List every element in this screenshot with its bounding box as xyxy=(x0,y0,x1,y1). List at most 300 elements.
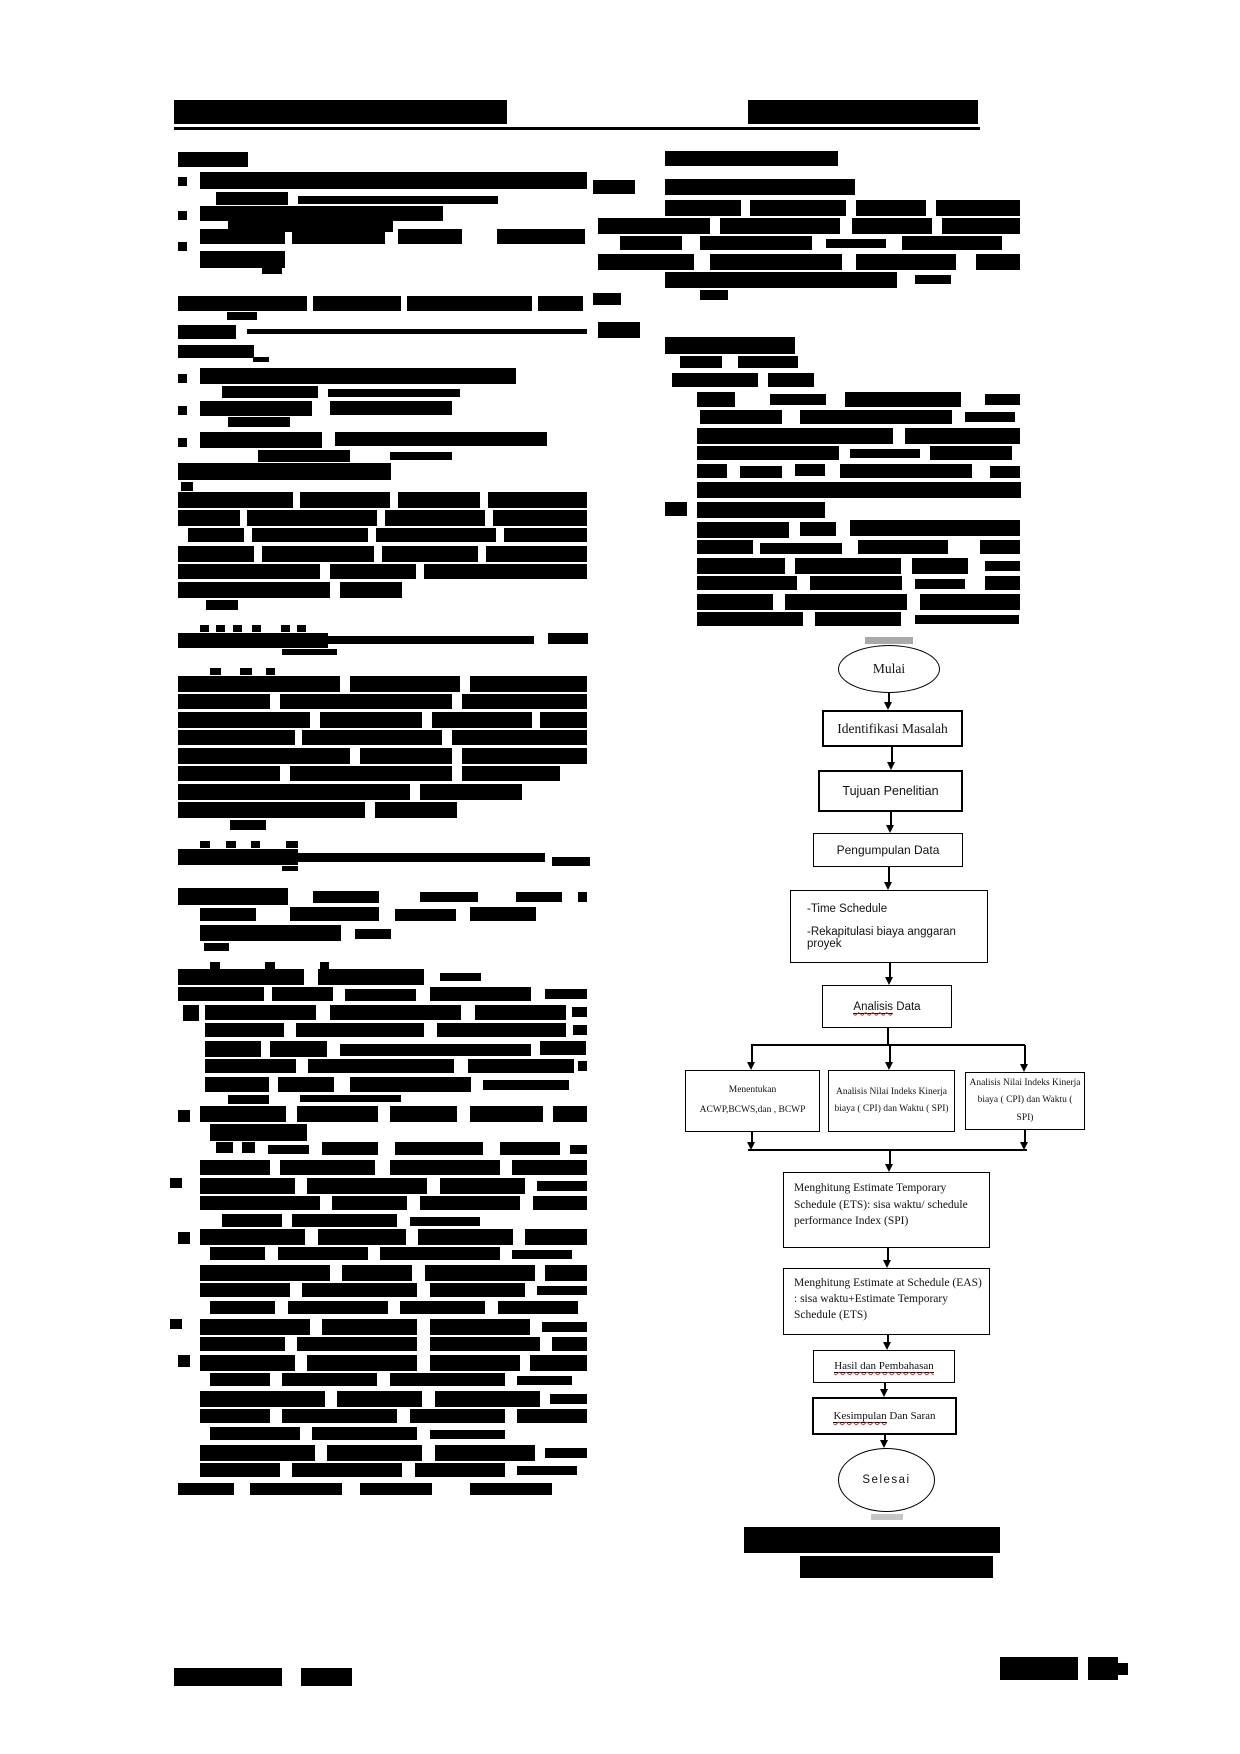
redacted-text-bar xyxy=(942,218,1020,234)
redacted-text-bar xyxy=(200,1445,315,1461)
redacted-text-bar xyxy=(572,1007,587,1017)
redacted-text-bar xyxy=(497,229,585,244)
redacted-text-bar xyxy=(247,510,377,526)
label-rest: Dan Saran xyxy=(886,1410,936,1422)
redacted-text-bar xyxy=(390,1160,500,1175)
redacted-text-bar xyxy=(985,561,1020,571)
redacted-text-bar xyxy=(178,1110,190,1122)
redacted-text-bar xyxy=(322,1142,378,1155)
redacted-text-bar xyxy=(697,522,789,538)
redacted-text-bar xyxy=(420,784,522,800)
redacted-text-bar xyxy=(985,576,1020,590)
redacted-text-bar xyxy=(672,373,758,387)
redacted-text-bar xyxy=(395,909,456,921)
redacted-text-bar xyxy=(990,466,1020,478)
redacted-text-bar xyxy=(665,151,838,166)
redacted-text-bar xyxy=(915,579,965,589)
redacted-text-bar xyxy=(462,694,587,709)
connector-line xyxy=(887,1028,889,1045)
redacted-text-bar xyxy=(537,1286,587,1295)
redacted-text-bar xyxy=(330,1005,461,1020)
redacted-text-bar xyxy=(292,1463,402,1477)
redacted-text-bar xyxy=(318,1229,406,1245)
redacted-text-bar xyxy=(272,987,333,1001)
redacted-text-bar xyxy=(936,200,1020,216)
redacted-text-bar xyxy=(785,594,907,610)
redacted-text-bar xyxy=(598,254,694,270)
redacted-text-bar xyxy=(376,528,496,542)
redacted-text-bar xyxy=(178,438,187,447)
redacted-text-bar xyxy=(216,625,225,632)
redacted-text-bar xyxy=(410,1217,480,1226)
redacted-text-bar xyxy=(262,268,282,274)
redacted-text-bar xyxy=(440,1178,525,1194)
redacted-text-bar xyxy=(545,989,587,999)
node-label: Hasil dan Pembahasan xyxy=(834,1360,934,1372)
arrow-down-icon xyxy=(885,977,893,985)
redacted-text-bar xyxy=(297,1106,378,1122)
redacted-text-bar xyxy=(826,239,886,248)
redacted-text-bar xyxy=(298,196,498,204)
label-rest: Data xyxy=(893,1000,921,1013)
connector-merge-line xyxy=(748,1149,1027,1151)
arrow-down-icon xyxy=(885,1164,893,1172)
redacted-text-bar xyxy=(800,410,952,424)
flowchart-node-menghitung-ets xyxy=(783,1172,990,1248)
flowchart-node-tujuan-penelitian xyxy=(818,770,963,812)
redacted-text-bar xyxy=(178,546,254,562)
redacted-text-bar xyxy=(252,625,261,632)
redacted-text-bar xyxy=(320,962,329,969)
flowchart-node-start xyxy=(838,645,940,693)
redacted-text-bar xyxy=(200,1160,270,1175)
redacted-text-bar xyxy=(488,492,587,508)
redacted-text-bar xyxy=(665,200,741,216)
node-label: Analisis Nilai Indeks Kinerja biaya ( CPI) dan Waktu ( SPI) xyxy=(969,1078,1081,1123)
redacted-text-bar xyxy=(297,1337,417,1351)
redacted-text-bar xyxy=(462,766,560,781)
redacted-text-bar xyxy=(296,1023,424,1037)
redacted-text-bar xyxy=(375,802,457,818)
redacted-text-bar xyxy=(545,1265,587,1281)
redacted-text-bar xyxy=(360,748,452,764)
redacted-text-bar xyxy=(504,528,587,542)
redacted-text-bar xyxy=(512,1160,587,1175)
redacted-text-bar xyxy=(313,891,379,903)
redacted-text-bar xyxy=(517,1376,572,1385)
redacted-text-bar xyxy=(542,1322,587,1332)
redacted-text-bar xyxy=(398,492,480,508)
redacted-text-bar xyxy=(570,1145,587,1154)
arrow-down-icon xyxy=(1020,1064,1028,1072)
redacted-text-bar xyxy=(1000,1657,1078,1680)
redacted-text-bar xyxy=(430,1430,505,1439)
redacted-text-bar xyxy=(420,892,478,902)
redacted-text-bar xyxy=(282,649,337,655)
redacted-text-bar xyxy=(462,748,587,764)
redacted-text-bar xyxy=(200,1283,290,1297)
flowchart-node-pengumpulan-data xyxy=(813,833,963,867)
redacted-text-bar xyxy=(537,1181,587,1191)
redacted-text-bar xyxy=(178,374,187,383)
redacted-text-bar xyxy=(281,625,290,632)
redacted-text-bar xyxy=(210,1301,275,1314)
redacted-text-bar xyxy=(200,1355,295,1371)
redacted-text-bar xyxy=(856,200,926,216)
redacted-text-bar xyxy=(850,449,920,458)
redacted-text-bar xyxy=(178,242,187,251)
redacted-text-bar xyxy=(744,1527,1000,1553)
redacted-text-bar xyxy=(418,1229,513,1245)
redacted-text-bar xyxy=(697,392,735,407)
redacted-text-bar xyxy=(407,296,532,311)
redacted-text-bar xyxy=(178,676,340,692)
redacted-text-bar xyxy=(290,907,379,921)
node-label xyxy=(833,1410,935,1422)
redacted-text-bar xyxy=(850,520,1020,536)
redacted-text-bar xyxy=(178,633,328,648)
redacted-text-bar xyxy=(856,254,956,270)
redacted-text-bar xyxy=(297,625,306,632)
flowchart-node-analisis-indeks-cpi-spi-2 xyxy=(965,1072,1085,1130)
redacted-text-bar xyxy=(470,907,536,921)
redacted-text-bar xyxy=(332,1196,407,1210)
node-label: Identifikasi Masalah xyxy=(837,720,948,736)
redacted-text-bar xyxy=(475,1005,566,1020)
redacted-text-bar xyxy=(205,1041,261,1057)
redacted-text-bar xyxy=(282,1409,397,1423)
redacted-text-bar xyxy=(840,464,972,478)
end-label: Selesai xyxy=(862,1474,911,1486)
redacted-text-bar xyxy=(1088,1657,1118,1680)
redacted-text-bar xyxy=(178,712,310,728)
redacted-text-bar xyxy=(178,564,320,579)
flowchart-node-menghitung-eas xyxy=(783,1268,990,1335)
redacted-text-bar xyxy=(380,1247,500,1260)
redacted-text-bar xyxy=(700,290,728,300)
redacted-text-bar xyxy=(620,236,682,250)
redacted-text-bar xyxy=(985,394,1020,405)
arrow-down-icon xyxy=(747,1062,755,1070)
redacted-text-bar xyxy=(390,1373,505,1386)
redacted-text-bar xyxy=(420,1196,520,1210)
redacted-text-bar xyxy=(178,888,288,905)
redacted-text-bar xyxy=(815,612,901,626)
redacted-text-bar xyxy=(538,296,583,311)
flowchart-node-hasil-pembahasan xyxy=(813,1350,955,1383)
redacted-text-bar xyxy=(915,275,951,284)
redacted-text-bar xyxy=(470,1106,543,1122)
redacted-text-bar xyxy=(517,1466,577,1475)
redacted-text-bar xyxy=(174,127,980,130)
redacted-text-bar xyxy=(593,180,635,194)
redacted-text-bar xyxy=(340,582,402,598)
node-label-line2: ACWP,BCWS,dan , BCWP xyxy=(699,1105,806,1115)
redacted-text-bar xyxy=(210,1427,300,1440)
redacted-text-bar xyxy=(976,254,1020,270)
redacted-text-bar xyxy=(810,576,902,590)
redacted-text-bar xyxy=(800,1556,993,1578)
redacted-text-bar xyxy=(573,1025,587,1035)
redacted-text-bar xyxy=(200,432,322,448)
redacted-text-bar xyxy=(251,841,260,848)
redacted-text-bar xyxy=(905,428,1020,444)
redacted-text-bar xyxy=(200,1178,295,1194)
gray-scan-mark xyxy=(865,637,913,644)
redacted-text-bar xyxy=(216,1142,233,1153)
redacted-text-bar xyxy=(395,1142,483,1155)
redacted-text-bar xyxy=(697,482,1021,498)
redacted-text-bar xyxy=(398,229,462,244)
redacted-text-bar xyxy=(327,1445,422,1461)
redacted-text-bar xyxy=(313,296,401,311)
redacted-text-bar xyxy=(598,322,640,338)
redacted-text-bar xyxy=(545,1448,587,1458)
redacted-text-bar xyxy=(286,841,298,848)
redacted-text-bar xyxy=(328,636,534,644)
redacted-text-bar xyxy=(178,987,264,1001)
redacted-text-bar xyxy=(200,841,210,848)
redacted-text-bar xyxy=(205,1077,269,1092)
redacted-text-bar xyxy=(301,1668,352,1686)
redacted-text-bar xyxy=(525,1229,587,1245)
redacted-text-bar xyxy=(665,502,687,516)
data-source-rekapitulasi: -Rekapitulasi biaya anggaran proyek xyxy=(807,926,956,951)
node-label: Menghitung Estimate Temporary Schedule (ETS): sisa waktu/ schedule performance Index (SPI) xyxy=(794,1182,968,1228)
redacted-text-bar xyxy=(912,558,968,574)
redacted-text-bar xyxy=(290,766,452,781)
redacted-text-bar xyxy=(292,229,385,244)
redacted-text-bar xyxy=(200,1229,305,1245)
redacted-text-bar xyxy=(552,1337,587,1351)
redacted-text-bar xyxy=(298,853,545,862)
redacted-text-bar xyxy=(181,482,193,491)
redacted-text-bar xyxy=(330,401,452,415)
redacted-text-bar xyxy=(440,973,481,981)
redacted-text-bar xyxy=(533,1196,587,1210)
redacted-text-bar xyxy=(470,1483,552,1495)
redacted-text-bar xyxy=(512,1250,572,1259)
redacted-text-bar xyxy=(205,1059,296,1073)
redacted-text-bar xyxy=(330,564,416,579)
redacted-text-bar xyxy=(795,464,825,476)
redacted-text-bar xyxy=(178,694,270,709)
arrow-down-icon xyxy=(885,1062,893,1070)
redacted-text-bar xyxy=(483,1080,569,1090)
redacted-text-bar xyxy=(200,368,516,384)
redacted-text-bar xyxy=(178,325,236,339)
redacted-text-bar xyxy=(435,1391,540,1407)
redacted-text-bar xyxy=(210,1247,265,1260)
redacted-text-bar xyxy=(382,546,478,562)
redacted-text-bar xyxy=(350,1077,471,1092)
redacted-text-bar xyxy=(240,668,252,675)
redacted-text-bar xyxy=(795,558,901,574)
redacted-text-bar xyxy=(200,1106,286,1122)
redacted-text-bar xyxy=(174,1668,282,1686)
connector-line xyxy=(751,1045,753,1063)
redacted-text-bar xyxy=(200,401,312,416)
redacted-text-bar xyxy=(247,329,587,334)
redacted-text-bar xyxy=(178,748,350,764)
arrow-down-icon xyxy=(880,1389,888,1397)
redacted-text-bar xyxy=(222,1214,282,1227)
redacted-text-bar xyxy=(178,784,410,800)
redacted-text-bar xyxy=(425,1265,535,1281)
redacted-text-bar xyxy=(355,929,391,939)
redacted-text-bar xyxy=(700,410,782,424)
arrow-down-icon xyxy=(883,1342,891,1350)
redacted-text-bar xyxy=(322,1319,417,1335)
redacted-text-bar xyxy=(282,866,298,871)
redacted-text-bar xyxy=(270,1041,327,1057)
redacted-text-bar xyxy=(200,1463,280,1477)
redacted-text-bar xyxy=(200,1265,330,1281)
redacted-text-bar xyxy=(516,892,562,902)
redacted-text-bar xyxy=(200,206,443,221)
redacted-text-bar xyxy=(200,925,341,941)
arrow-down-icon xyxy=(884,702,892,710)
redacted-text-bar xyxy=(430,1319,530,1335)
redacted-text-bar xyxy=(578,1061,587,1071)
redacted-text-bar xyxy=(500,1142,560,1155)
connector-line xyxy=(1024,1045,1026,1065)
redacted-text-bar xyxy=(228,1095,269,1104)
redacted-text-bar xyxy=(242,1142,255,1153)
redacted-text-bar xyxy=(178,296,307,311)
redacted-text-bar xyxy=(700,236,812,250)
redacted-text-bar xyxy=(385,510,485,526)
flowchart-node-kesimpulan-saran xyxy=(812,1397,957,1435)
redacted-text-bar xyxy=(697,446,839,460)
redacted-text-bar xyxy=(430,1283,525,1297)
redacted-text-bar xyxy=(178,510,240,526)
node-label: Analisis Nilai Indeks Kinerja biaya ( CPI) dan Waktu ( SPI) xyxy=(834,1086,949,1114)
redacted-text-bar xyxy=(227,312,257,320)
connector-split-line xyxy=(751,1044,1025,1046)
redacted-text-bar xyxy=(486,546,587,562)
redacted-text-bar xyxy=(432,712,532,728)
arrow-down-icon xyxy=(886,825,894,833)
redacted-text-bar xyxy=(210,1373,270,1386)
flowchart-node-identifikasi-masalah xyxy=(822,710,963,747)
redacted-text-bar xyxy=(307,1355,417,1371)
redacted-text-bar xyxy=(204,943,229,951)
redacted-text-bar xyxy=(188,528,244,542)
redacted-text-bar xyxy=(250,1483,342,1495)
redacted-text-bar xyxy=(200,172,587,189)
redacted-text-bar xyxy=(216,192,288,205)
arrow-down-icon xyxy=(884,882,892,890)
redacted-text-bar xyxy=(740,466,782,478)
redacted-text-bar xyxy=(540,712,587,728)
node-label: Menghitung Estimate at Schedule (EAS) : sisa waktu+Estimate Temporary Schedule (ETS) xyxy=(794,1277,982,1322)
redacted-text-bar xyxy=(265,962,275,969)
redacted-text-bar xyxy=(342,1265,412,1281)
redacted-text-bar xyxy=(178,1232,190,1244)
redacted-text-bar xyxy=(178,1355,190,1367)
redacted-text-bar xyxy=(345,989,416,1001)
redacted-text-bar xyxy=(337,1391,422,1407)
redacted-text-bar xyxy=(665,337,795,354)
redacted-text-bar xyxy=(553,1106,587,1122)
redacted-text-bar xyxy=(226,841,236,848)
redacted-text-bar xyxy=(288,1301,388,1314)
redacted-text-bar xyxy=(258,450,350,462)
redacted-text-bar xyxy=(760,543,842,554)
redacted-text-bar xyxy=(470,676,587,692)
redacted-text-bar xyxy=(280,694,452,709)
redacted-text-bar xyxy=(178,211,187,220)
redacted-text-bar xyxy=(178,766,280,781)
node-label-line1: Menentukan xyxy=(728,1085,777,1096)
redacted-text-bar xyxy=(738,356,798,368)
redacted-text-bar xyxy=(320,712,422,728)
redacted-text-bar xyxy=(200,908,256,921)
redacted-text-bar xyxy=(930,446,1012,460)
redacted-text-bar xyxy=(578,892,587,902)
redacted-text-bar xyxy=(1118,1663,1128,1675)
redacted-text-bar xyxy=(530,1355,587,1371)
redacted-text-bar xyxy=(390,1106,457,1122)
redacted-text-bar xyxy=(424,564,587,579)
redacted-text-bar xyxy=(282,1373,377,1386)
redacted-text-bar xyxy=(845,392,961,407)
arrow-down-icon xyxy=(887,762,895,770)
redacted-text-bar xyxy=(710,254,842,270)
redacted-text-bar xyxy=(178,463,391,480)
redacted-text-bar xyxy=(335,432,547,446)
redacted-text-bar xyxy=(437,1023,566,1037)
redacted-text-bar xyxy=(300,492,390,508)
redacted-text-bar xyxy=(748,100,978,124)
node-label xyxy=(853,1001,920,1013)
redacted-text-bar xyxy=(430,1337,540,1351)
redacted-text-bar xyxy=(318,969,424,985)
redacted-text-bar xyxy=(302,730,442,745)
redacted-text-bar xyxy=(902,236,1002,250)
spellcheck-word: Analisis xyxy=(853,1000,894,1013)
redacted-text-bar xyxy=(200,229,285,244)
redacted-text-bar xyxy=(205,1023,284,1037)
gray-scan-mark xyxy=(871,1514,903,1520)
arrow-down-icon xyxy=(883,1260,891,1268)
redacted-text-bar xyxy=(178,969,304,985)
redacted-text-bar xyxy=(222,386,318,398)
redacted-text-bar xyxy=(800,522,836,536)
redacted-text-bar xyxy=(178,492,293,508)
redacted-text-bar xyxy=(300,1095,401,1102)
redacted-text-bar xyxy=(400,1301,485,1314)
redacted-text-bar xyxy=(468,1059,574,1073)
redacted-text-bar xyxy=(178,802,365,818)
redacted-text-bar xyxy=(178,730,295,745)
redacted-text-bar xyxy=(548,633,588,644)
start-label: Mulai xyxy=(872,661,906,676)
redacted-text-bar xyxy=(552,857,590,866)
redacted-text-bar xyxy=(210,668,221,675)
redacted-text-bar xyxy=(360,1483,432,1495)
redacted-text-bar xyxy=(278,1077,334,1092)
redacted-text-bar xyxy=(252,528,368,542)
connector-line xyxy=(889,1045,891,1063)
redacted-text-bar xyxy=(178,406,187,415)
redacted-text-bar xyxy=(266,668,275,675)
redacted-text-bar xyxy=(435,1445,535,1461)
redacted-text-bar xyxy=(228,417,290,427)
node-label: Tujuan Penelitian xyxy=(842,784,939,798)
redacted-text-bar xyxy=(183,1005,199,1021)
